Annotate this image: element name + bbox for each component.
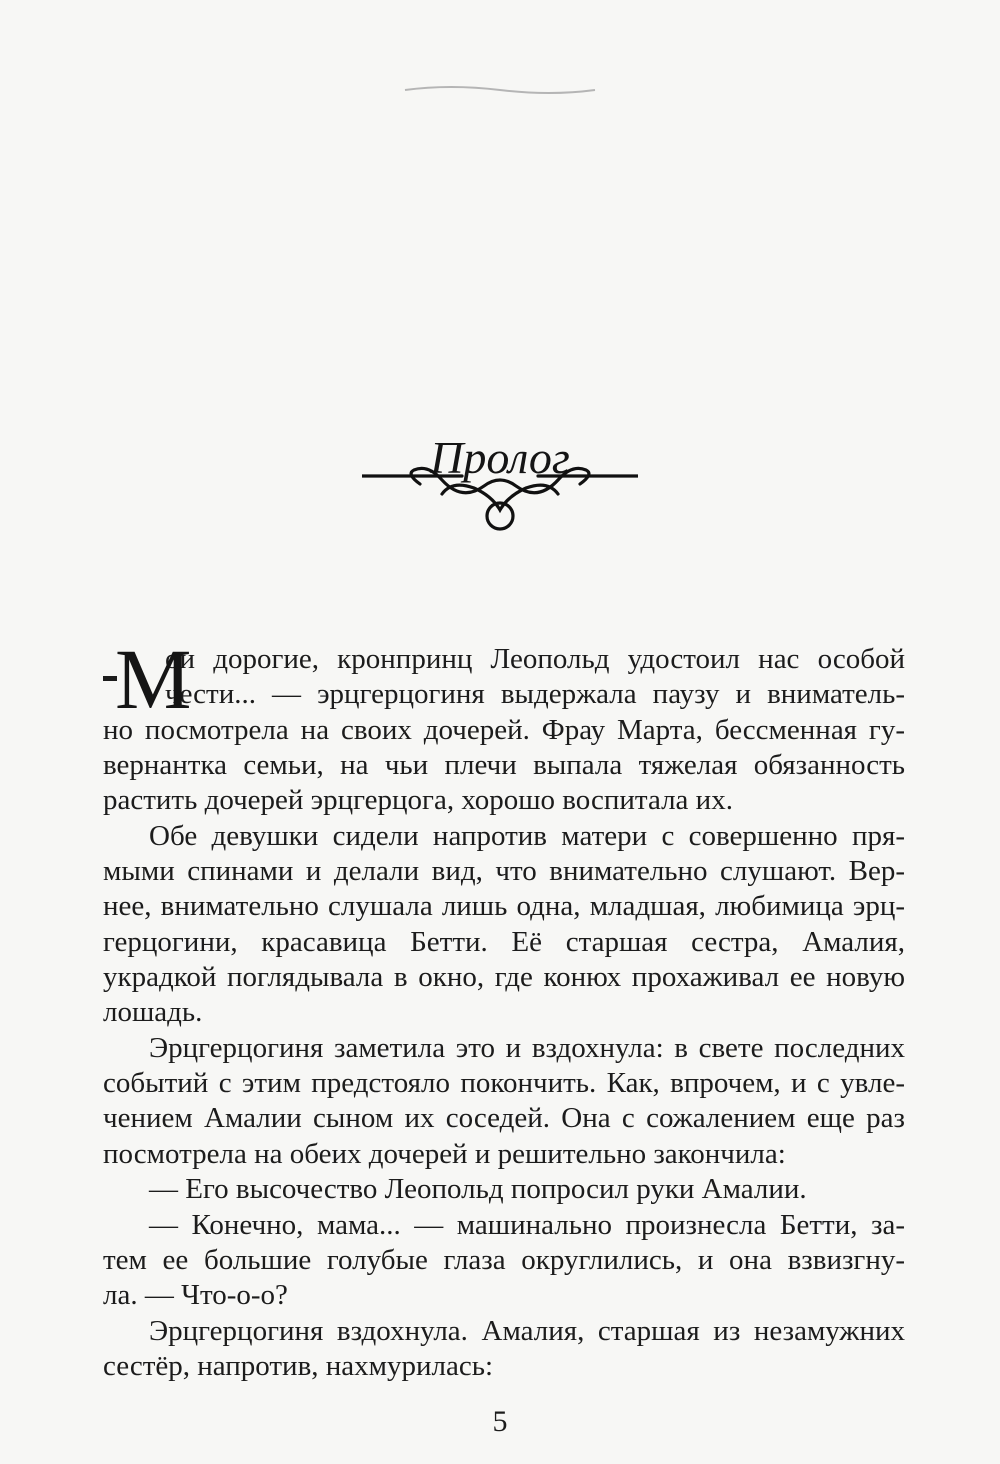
text-line: нее, внимательно слушала лишь одна, младшая, любимица эрц- xyxy=(103,890,905,923)
top-ornament-icon xyxy=(400,82,600,98)
text-line: Обе девушки сидели напротив матери с совершенно пря- xyxy=(149,819,905,852)
text-line: украдкой поглядывала в окно, где конюх прохаживал ее новую xyxy=(103,961,905,994)
drop-cap-letter: М xyxy=(115,642,192,713)
text-line: сестёр, напротив, нахмурилась: xyxy=(103,1349,494,1382)
text-line: мыми спинами и делали вид, что внимательно слушают. Вер- xyxy=(103,855,905,888)
drop-cap xyxy=(103,642,192,713)
text-line: посмотрела на обеих дочерей и решительно закончила: xyxy=(103,1137,786,1170)
chapter-title: Пролог xyxy=(430,432,570,483)
text-line: чением Амалии сыном их соседей. Она с сожалением еще раз xyxy=(103,1102,905,1135)
text-line: ои дорогие, кронпринц Леопольд удостоил нас особой xyxy=(165,643,905,675)
text-line: герцогини, красавица Бетти. Её старшая сестра, Амалия, xyxy=(103,925,905,958)
text-line: Эрцгерцогиня заметила это и вздохнула: в свете последних xyxy=(149,1031,905,1064)
text-line: растить дочерей эрцгерцога, хорошо воспитала их. xyxy=(103,784,733,817)
text-line: тем ее большие голубые глаза округлились, и она взвизгну- xyxy=(103,1243,905,1276)
text-line: событий с этим предстояло покончить. Как, впрочем, и с увле- xyxy=(103,1067,905,1100)
text-line: чести... — эрцгерцогиня выдержала паузу и вниматель- xyxy=(165,678,905,711)
flourish-divider-icon xyxy=(362,466,638,532)
text-line: — Конечно, мама... — машинально произнесла Бетти, за- xyxy=(149,1208,905,1241)
text-line: вернантка семьи, на чьи плечи выпала тяжелая обязанность xyxy=(103,749,905,782)
text-line: Эрцгерцогиня вздохнула. Амалия, старшая из незамужних xyxy=(149,1314,905,1347)
text-line: но посмотрела на своих дочерей. Фрау Марта, бессменная гу- xyxy=(103,713,905,746)
text-line: — Его высочество Леопольд попросил руки Амалии. xyxy=(149,1173,807,1206)
page-number: 5 xyxy=(492,1405,508,1438)
text-line: ла. — Что-о-о? xyxy=(103,1279,288,1312)
prologue-text xyxy=(103,642,905,1384)
text-line: лошадь. xyxy=(103,996,203,1029)
